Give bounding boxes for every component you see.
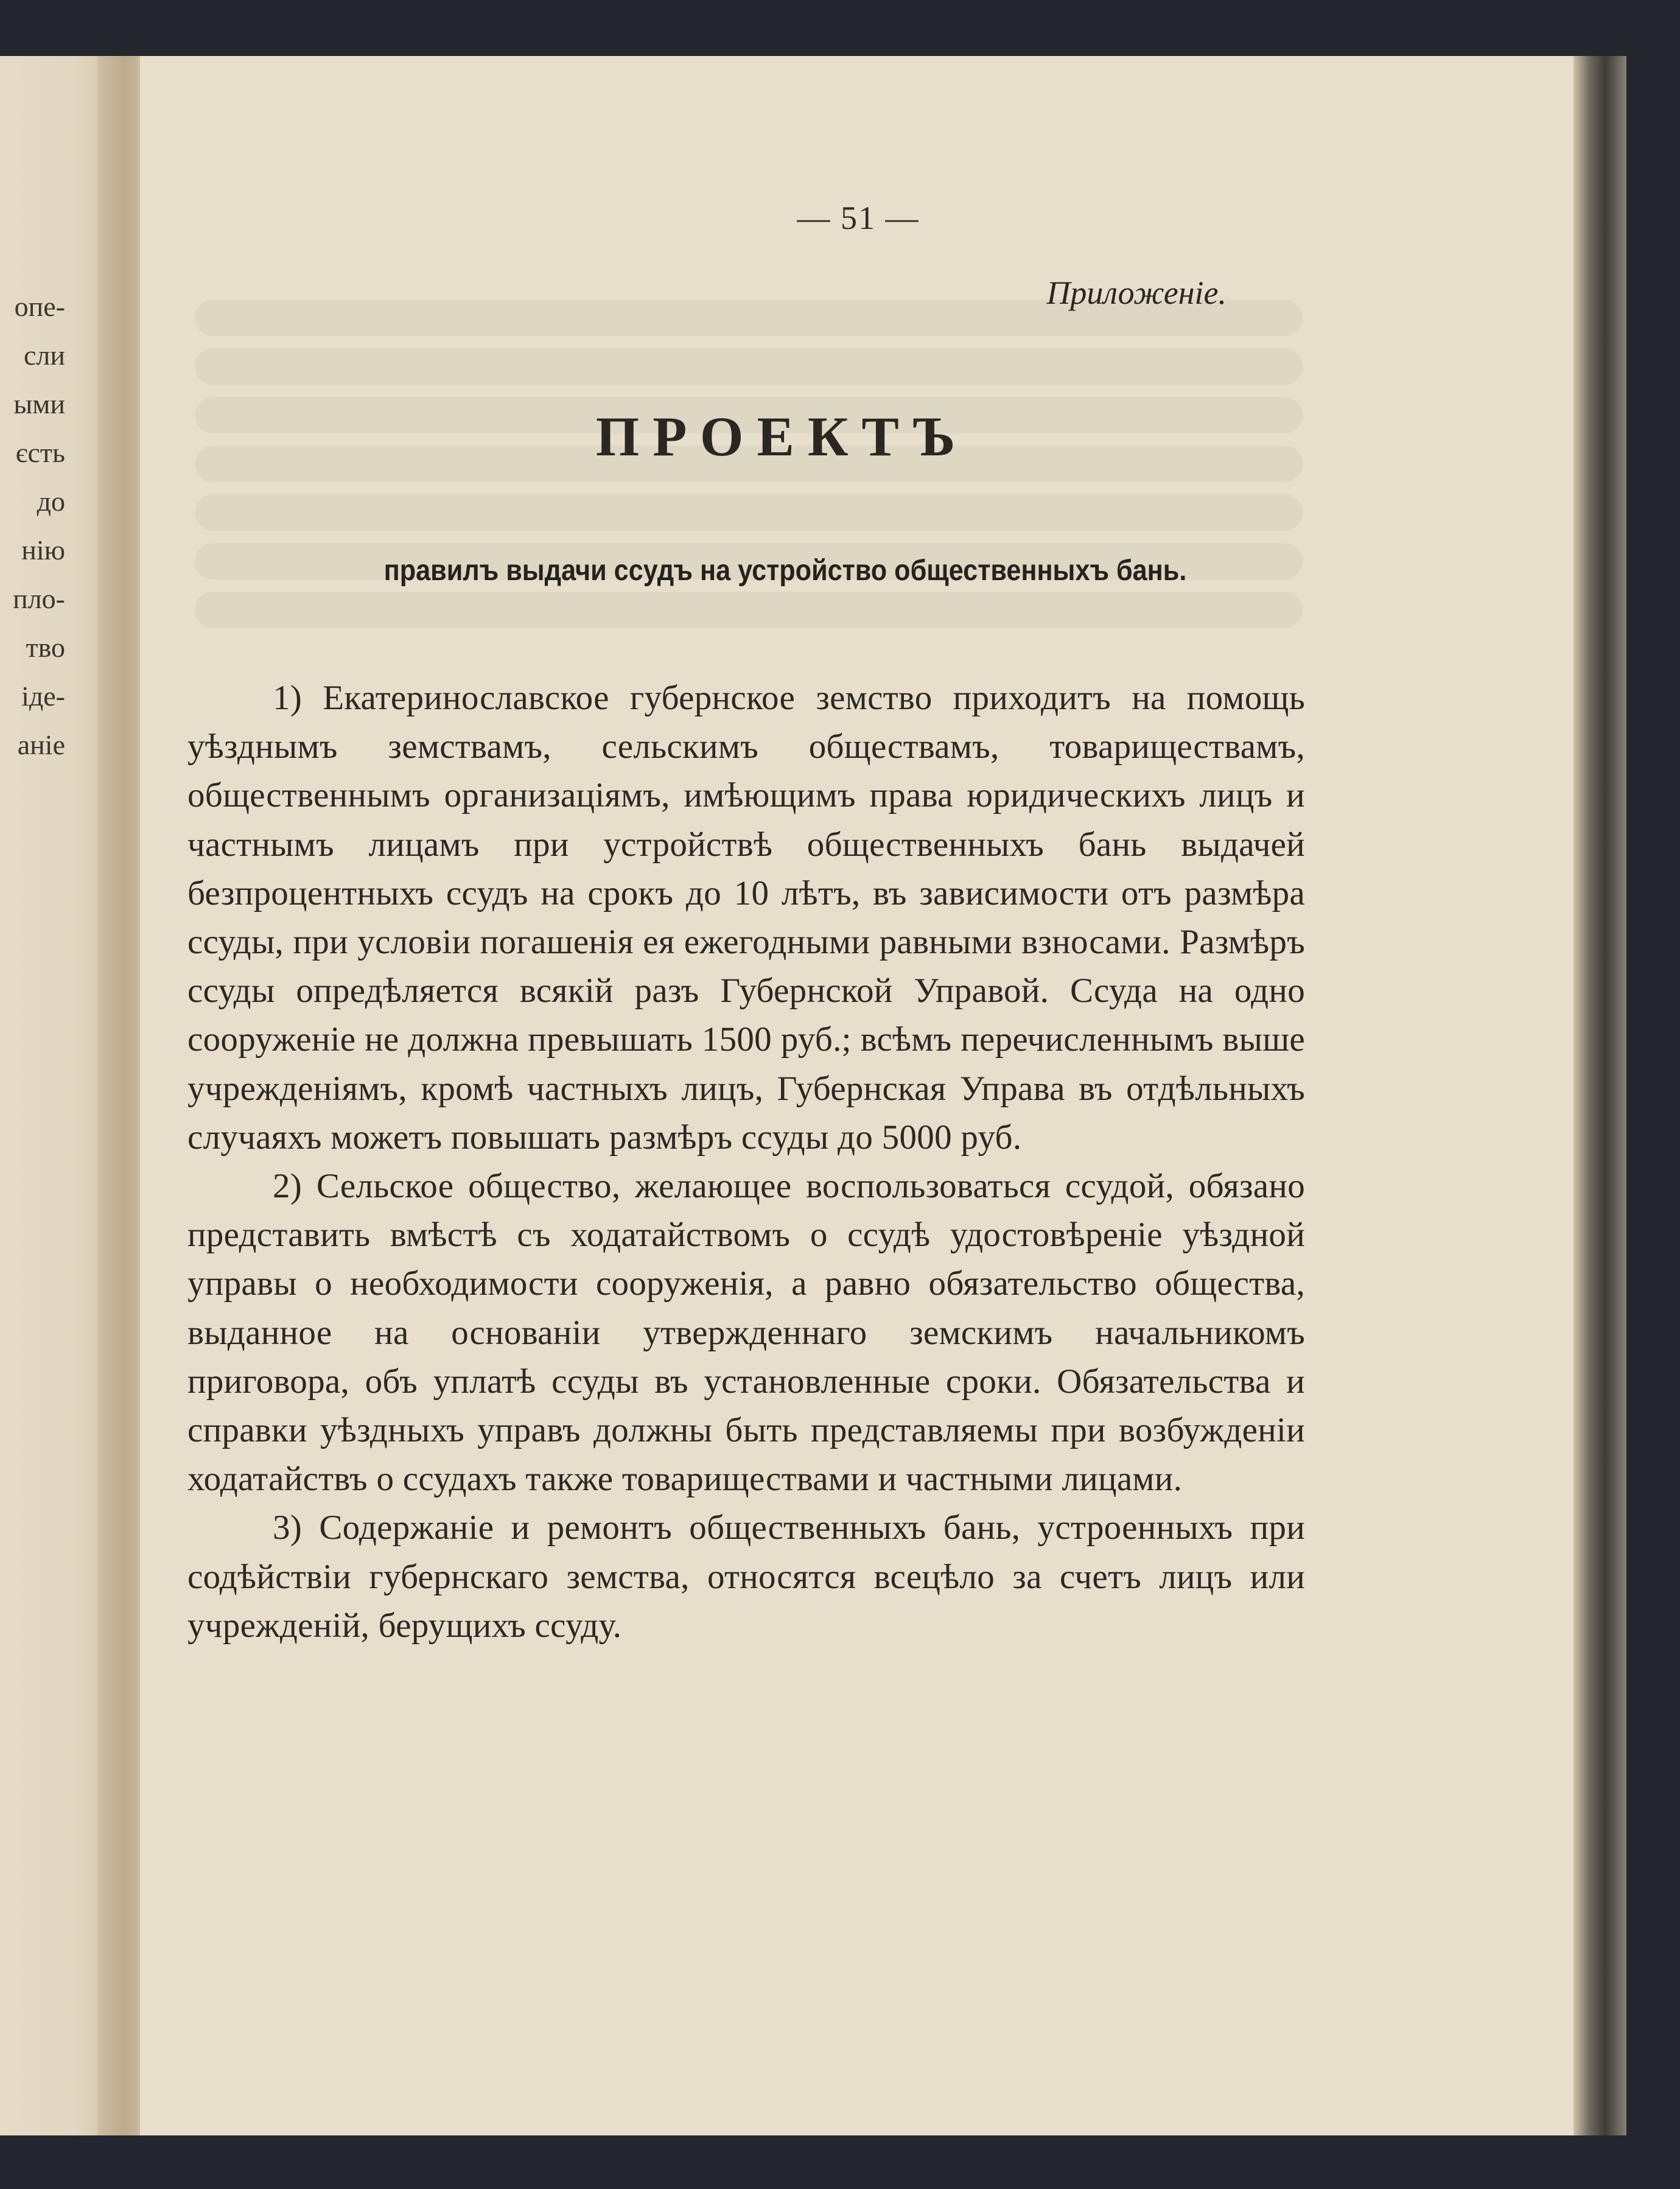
page-number: — 51 —: [797, 200, 920, 236]
facing-page-fragment: опе-: [14, 291, 65, 322]
facing-page-fragment: ыми: [13, 388, 65, 419]
body-text: [187, 674, 1305, 1650]
paragraph-1: 1) Екатеринославское губернское земство приходитъ на помощь уѣзднымъ земствамъ, сельскимъ обществамъ, товариществамъ, общественнымъ организаціямъ, имѣющимъ права юридическихъ лицъ и частнымъ лицамъ при устройствѣ общественныхъ бань выдачей безпроцентныхъ ссудъ на срокъ до 10 лѣтъ, въ зависимости отъ размѣра ссуды, при условіи погашенія ея ежегодными равными взносами. Размѣръ ссуды опредѣляется всякій разъ Губернской Управой. Ссуда на одно сооруженіе не должна превышать 1500 руб.; всѣмъ перечисленнымъ выше учрежденіямъ, кромѣ частныхъ лицъ, Губернская Управа въ отдѣльныхъ случаяхъ можетъ повышать размѣръ ссуды до 5000 руб.: [187, 679, 1305, 1157]
page-edge: [1573, 56, 1626, 2135]
bleed-through-shadow: [195, 348, 1303, 385]
facing-page-fragment: єсть: [15, 437, 65, 468]
paragraph-2: 2) Сельское общество, желающее воспользоваться ссудой, обязано представить вмѣстѣ съ ходатайствомъ о ссудѣ удостовѣреніе уѣздной управы о необходимости сооруженія, а равно обязательство общества, выданное на основаніи утвержденнаго земскимъ начальникомъ приговора, объ уплатѣ ссуды въ установленные сроки. Обязательства и справки уѣздныхъ управъ должны быть представляемы при возбужденіи ходатайствъ о ссудахъ также товариществами и частными лицами.: [187, 1167, 1305, 1499]
facing-page-fragment: нію: [21, 534, 65, 566]
facing-page-fragment: тво: [26, 632, 65, 663]
appendix-label: Приложеніе.: [1046, 275, 1227, 311]
scanned-book-spread: [0, 56, 1626, 2135]
bleed-through-shadow: [195, 592, 1303, 628]
document-subtitle: правилъ выдачи ссудъ на устройство общественныхъ бань.: [383, 555, 1187, 587]
facing-page-fragment: аніе: [17, 729, 65, 760]
paragraph-3: 3) Содержаніе и ремонтъ общественныхъ бань, устроенныхъ при содѣйствіи губернскаго земства, относятся всецѣло за счетъ лицъ или учрежденій, берущихъ ссуду.: [187, 1508, 1305, 1645]
facing-page-fragment: пло-: [13, 583, 65, 614]
facing-page-fragment: сли: [24, 340, 65, 371]
document-title: ПРОЕКТЪ: [595, 405, 969, 468]
bleed-through-shadow: [195, 494, 1303, 531]
facing-page-fragment: іде-: [21, 681, 65, 712]
facing-page-fragment: до: [37, 486, 65, 517]
